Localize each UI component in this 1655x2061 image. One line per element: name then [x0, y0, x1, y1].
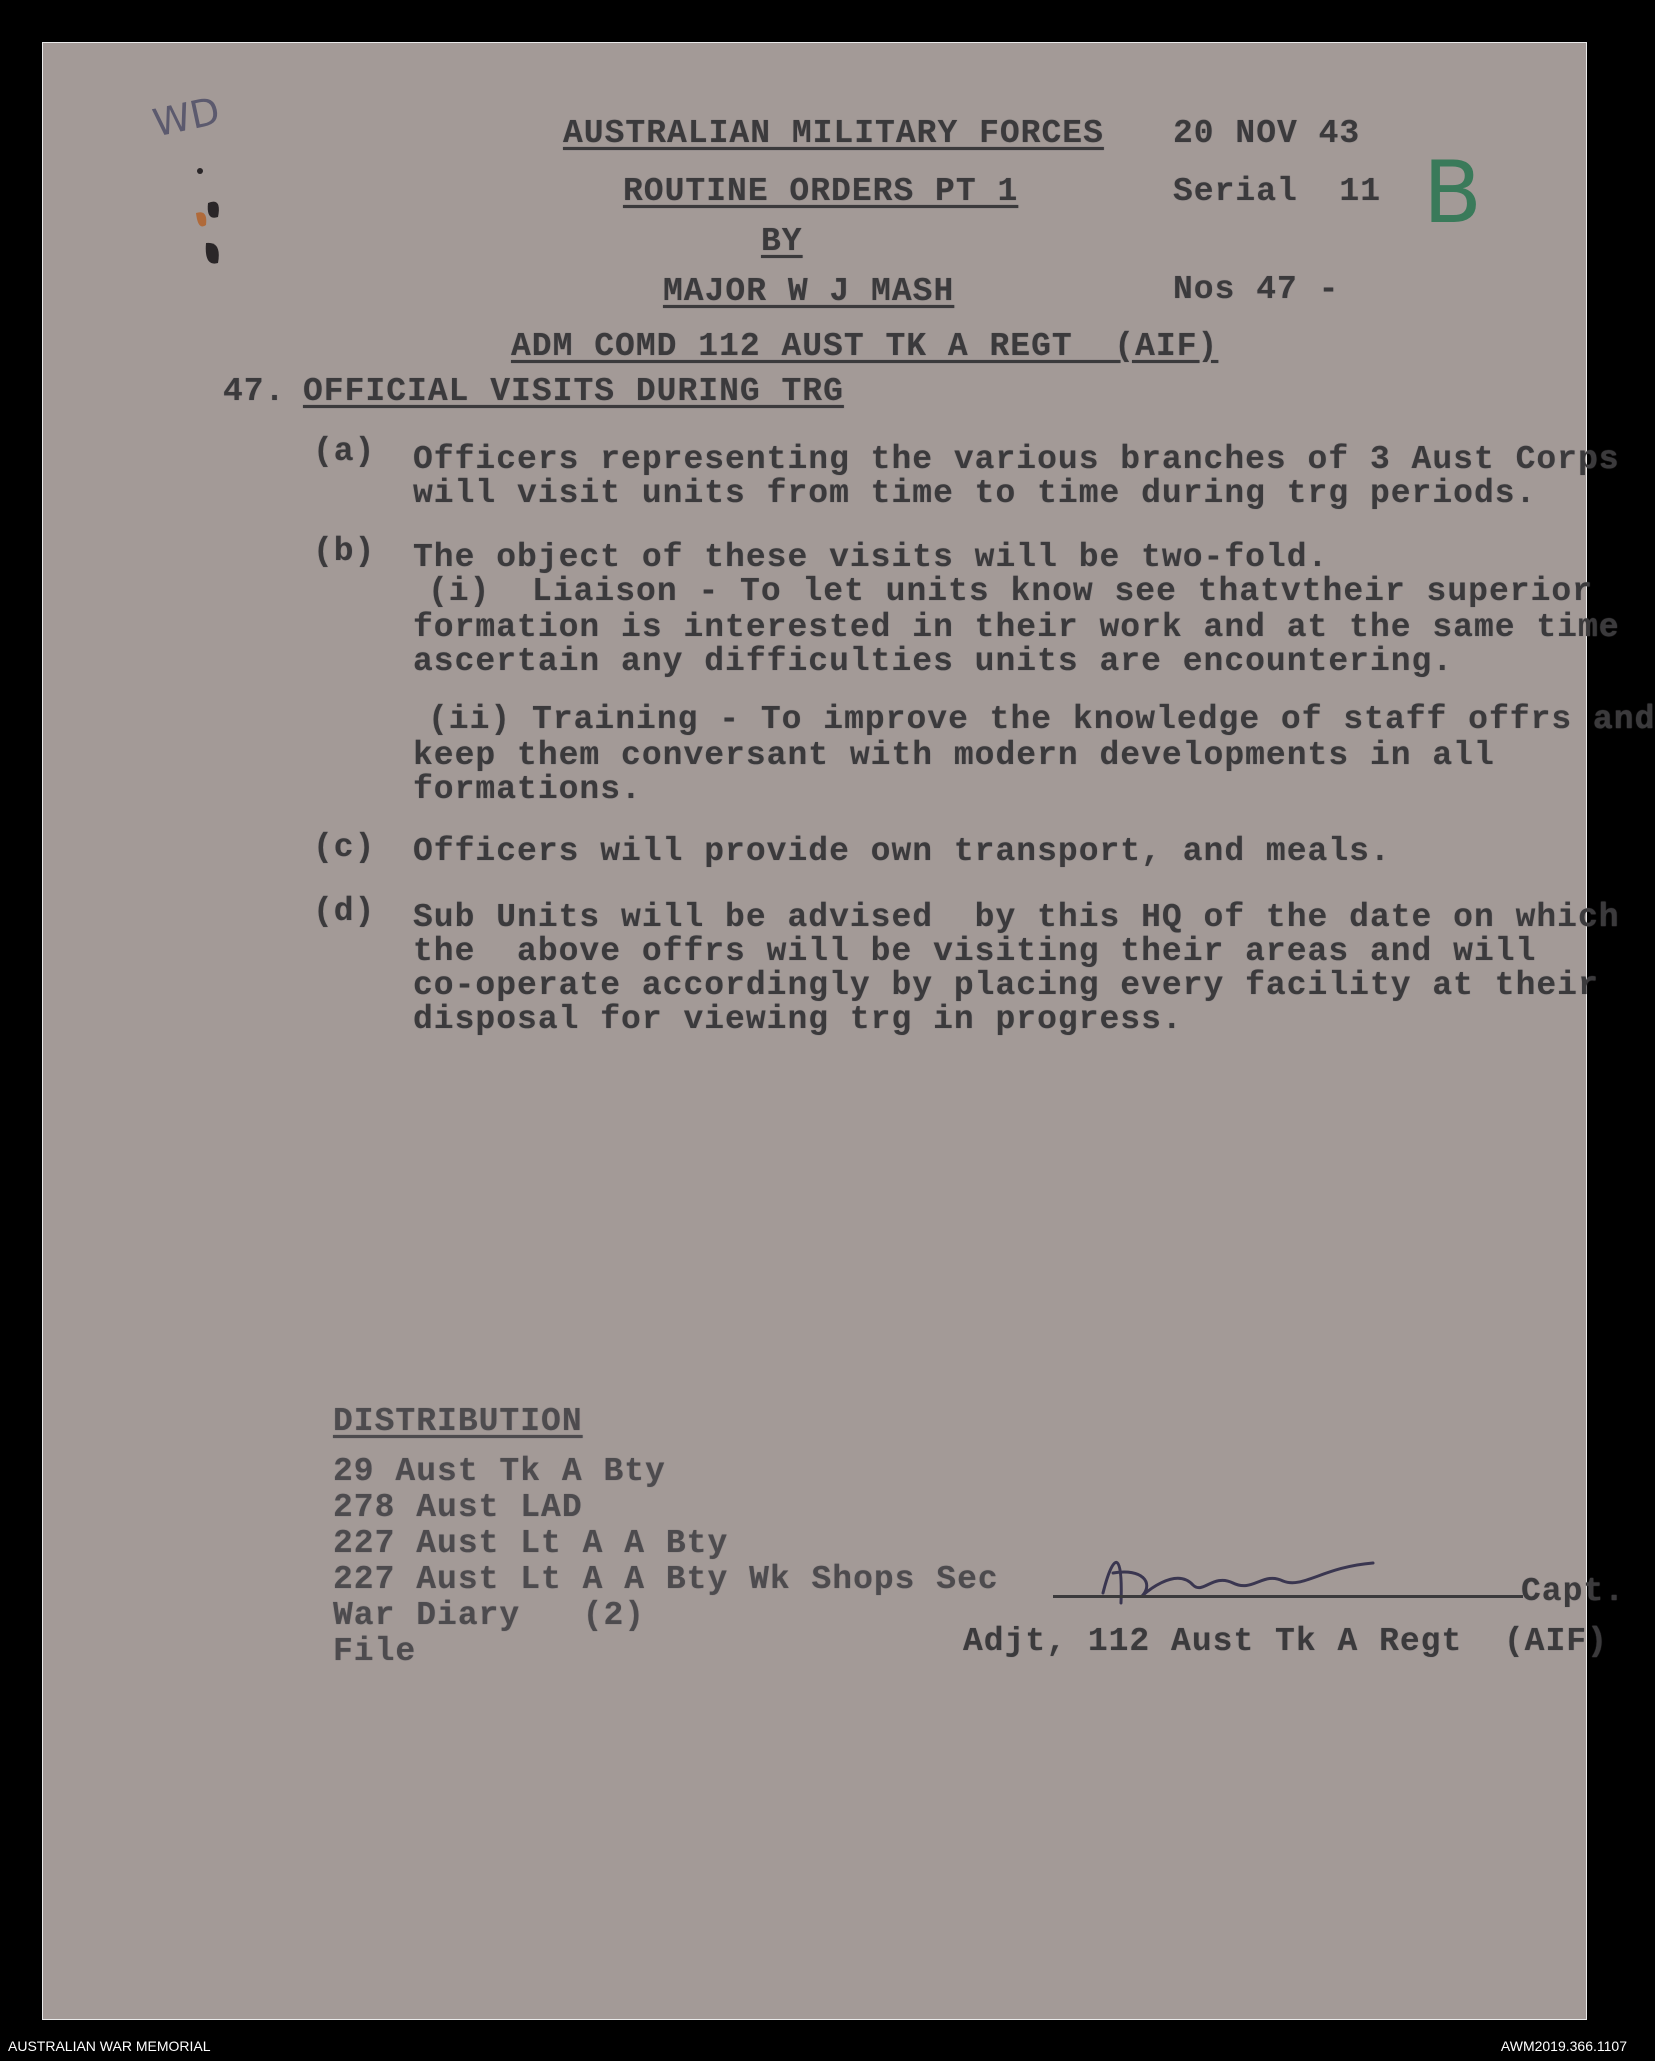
para-d-line: disposal for viewing trg in progress. — [413, 1001, 1183, 1038]
distribution-heading: DISTRIBUTION — [333, 1403, 583, 1440]
para-b-ii-line: formations. — [413, 771, 642, 808]
para-b-line: (i) Liaison - To let units know see thatvtheir superior — [428, 573, 1593, 610]
order-heading: OFFICIAL VISITS DURING TRG — [303, 373, 844, 410]
header-title-line3: BY — [761, 223, 803, 260]
footer-accession: AWM2019.366.1107 — [1500, 2038, 1627, 2054]
para-d-line: Sub Units will be advised by this HQ of the date on which — [413, 899, 1620, 936]
ink-blot-marks — [188, 163, 248, 273]
para-b-label: (b) — [313, 533, 376, 570]
para-a-line: will visit units from time to time during trg periods. — [413, 475, 1537, 512]
header-serial: Serial 11 — [1173, 173, 1382, 210]
signature-title: Adjt, 112 Aust Tk A Regt (AIF) — [963, 1623, 1608, 1660]
signature-line — [1053, 1595, 1523, 1598]
para-b-ii-line: (ii) Training - To improve the knowledge of staff offrs and — [428, 701, 1655, 738]
para-d-line: co-operate accordingly by placing every facility at their — [413, 967, 1599, 1004]
para-c-line: Officers will provide own transport, and meals. — [413, 833, 1391, 870]
header-nos: Nos 47 - — [1173, 271, 1340, 308]
stamp-letter-b: B — [1423, 143, 1482, 243]
footer-institution: AUSTRALIAN WAR MEMORIAL — [8, 2038, 211, 2054]
header-title-line4: MAJOR W J MASH — [663, 273, 955, 310]
para-b-line: The object of these visits will be two-fold. — [413, 539, 1329, 576]
distribution-item: 278 Aust LAD — [333, 1489, 583, 1526]
header-date: 20 NOV 43 — [1173, 115, 1361, 152]
signature-rank: Capt. — [1521, 1573, 1626, 1610]
distribution-item: War Diary (2) — [333, 1597, 646, 1634]
para-a-label: (a) — [313, 433, 376, 470]
distribution-item: 227 Aust Lt A A Bty Wk Shops Sec — [333, 1561, 999, 1598]
header-title-line5: ADM COMD 112 AUST TK A REGT (AIF) — [511, 328, 1219, 365]
distribution-item: 227 Aust Lt A A Bty — [333, 1525, 729, 1562]
para-d-line: the above offrs will be visiting their areas and will — [413, 933, 1537, 970]
para-d-label: (d) — [313, 893, 376, 930]
para-b-ii-line: keep them conversant with modern developments in all — [413, 737, 1495, 774]
para-c-label: (c) — [313, 829, 376, 866]
para-b-line: formation is interested in their work and at the same time — [413, 609, 1620, 646]
handwritten-wd-note: WD — [149, 88, 224, 146]
distribution-item: File — [333, 1633, 417, 1670]
header-title-line2: ROUTINE ORDERS PT 1 — [623, 173, 1019, 210]
archive-footer — [0, 2030, 1635, 2061]
distribution-item: 29 Aust Tk A Bty — [333, 1453, 666, 1490]
header-title-line1: AUSTRALIAN MILITARY FORCES — [563, 115, 1104, 152]
signature-scribble — [1083, 1533, 1383, 1623]
order-number: 47. — [223, 373, 286, 410]
para-b-line: ascertain any difficulties units are encountering. — [413, 643, 1454, 680]
document-sheet — [42, 42, 1655, 2020]
para-a-line: Officers representing the various branches of 3 Aust Corps — [413, 441, 1620, 478]
